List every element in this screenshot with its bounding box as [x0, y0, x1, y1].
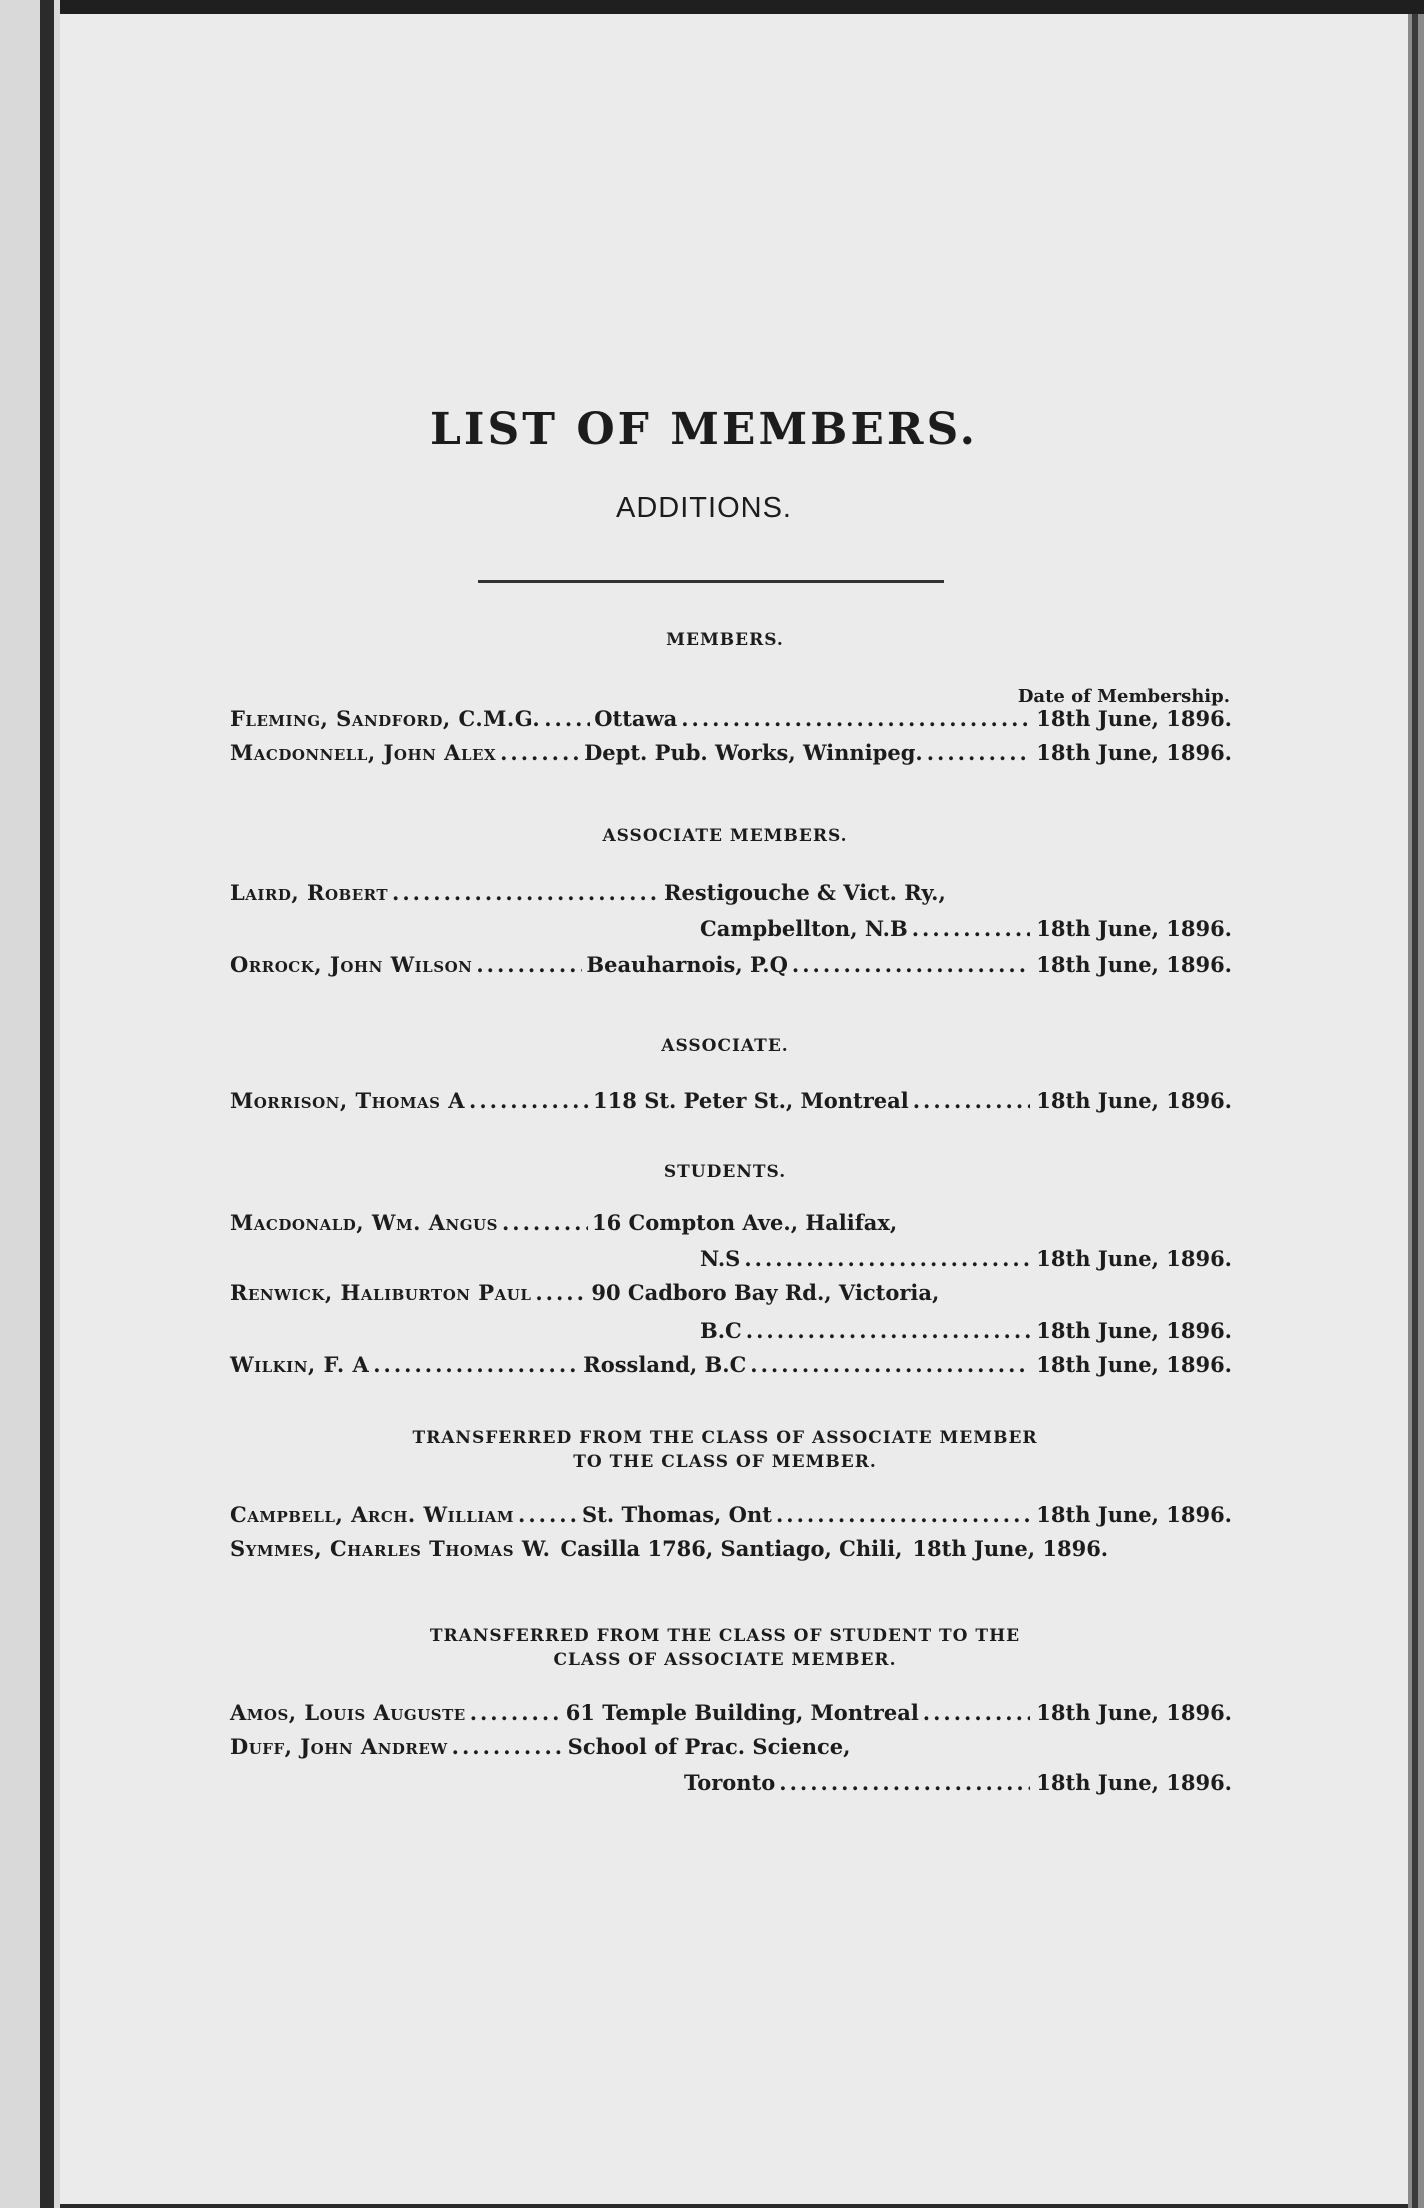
member-row-continuation [700, 916, 1232, 948]
leader-dots [681, 706, 1030, 731]
member-name: Morrison, Thomas A [230, 1088, 466, 1113]
member-row [230, 1734, 1232, 1766]
member-address: Ottawa [594, 706, 678, 731]
section-heading-transferred-to-associate-member [260, 1624, 1190, 1672]
section-heading-associate: ASSOCIATE. [661, 1036, 789, 1056]
leader-dots [750, 1352, 1030, 1377]
member-name: Symmes, Charles Thomas W. [230, 1536, 551, 1561]
leader-dots [776, 1502, 1030, 1527]
member-date: 18th June, 1896. [1036, 916, 1232, 941]
member-date: 18th June, 1896. [1036, 1318, 1232, 1343]
page-right-edge-shadow [1412, 14, 1418, 2208]
member-date: 18th June, 1896. [1036, 1088, 1232, 1113]
member-row [230, 1088, 1232, 1120]
member-name: Macdonald, Wm. Angus [230, 1210, 498, 1235]
leader-dots [392, 880, 660, 905]
member-row-continuation [700, 1318, 1232, 1350]
section-heading-line: TRANSFERRED FROM THE CLASS OF ASSOCIATE MEMBER [412, 1428, 1038, 1448]
section-heading-line: TO THE CLASS OF MEMBER. [573, 1452, 877, 1472]
member-address-line2: Toronto [684, 1770, 776, 1795]
member-address: Restigouche & Vict. Ry., [664, 880, 946, 905]
section-heading-students: STUDENTS. [663, 1162, 787, 1182]
member-address: 118 St. Peter St., Montreal [593, 1088, 909, 1113]
leader-dots [746, 1318, 1031, 1343]
leader-dots [744, 1246, 1030, 1271]
title-rule [478, 580, 944, 583]
member-row [230, 1280, 1232, 1312]
leader-dots [927, 740, 1031, 765]
member-name: Fleming, Sandford, C.M.G. [230, 706, 541, 731]
section-heading-transferred-to-member [260, 1426, 1190, 1474]
member-address: 90 Cadboro Bay Rd., Victoria, [591, 1280, 940, 1305]
member-date: 18th June, 1896. [1036, 1352, 1232, 1377]
leader-dots [779, 1770, 1030, 1795]
member-row [230, 1536, 1232, 1568]
member-name: Macdonnell, John Alex [230, 740, 497, 765]
member-name: Duff, John Andrew [230, 1734, 448, 1759]
leader-dots [452, 1734, 564, 1759]
member-date: 18th June, 1896. [1036, 1700, 1232, 1725]
member-row-continuation [700, 1246, 1232, 1278]
member-address: Beauharnois, P.Q [586, 952, 788, 977]
member-address-line2: B.C [700, 1318, 742, 1343]
member-row [230, 1700, 1232, 1732]
leader-dots [544, 706, 590, 731]
page-top-edge [0, 0, 1424, 14]
leader-dots [502, 1210, 588, 1235]
leader-dots [476, 952, 582, 977]
leader-dots [469, 1088, 589, 1113]
member-address: 61 Temple Building, Montreal [565, 1700, 919, 1725]
member-date: 18th June, 1896. [1036, 706, 1232, 731]
page-subtitle: ADDITIONS. [616, 492, 792, 524]
member-address: St. Thomas, Ont [582, 1502, 772, 1527]
section-heading-associate-members: ASSOCIATE MEMBERS. [602, 826, 848, 846]
section-heading-line: CLASS OF ASSOCIATE MEMBER. [553, 1650, 897, 1670]
member-date: 18th June, 1896. [912, 1536, 1109, 1561]
member-address: Rossland, B.C [583, 1352, 747, 1377]
document-page [60, 14, 1408, 2204]
leader-dots [535, 1280, 587, 1305]
leader-dots [792, 952, 1030, 977]
member-address-line2: N.S [700, 1246, 741, 1271]
member-name: Campbell, Arch. William [230, 1502, 515, 1527]
page-title: LIST OF MEMBERS. [429, 404, 978, 455]
member-name: Renwick, Haliburton Paul [230, 1280, 532, 1305]
member-address: School of Prac. Science, [567, 1734, 851, 1759]
member-row [230, 740, 1232, 772]
section-heading-line: TRANSFERRED FROM THE CLASS OF STUDENT TO THE [429, 1626, 1021, 1646]
leader-dots [470, 1700, 562, 1725]
section-heading-members: MEMBERS. [666, 630, 784, 650]
member-address: 16 Compton Ave., Halifax, [591, 1210, 898, 1235]
member-date: 18th June, 1896. [1036, 1770, 1232, 1795]
member-name: Amos, Louis Auguste [230, 1700, 466, 1725]
member-date: 18th June, 1896. [1036, 1502, 1232, 1527]
member-date: 18th June, 1896. [1036, 740, 1232, 765]
leader-dots [913, 1088, 1031, 1113]
member-name: Wilkin, F. A [230, 1352, 370, 1377]
member-row-continuation [684, 1770, 1232, 1802]
member-row [230, 1352, 1232, 1384]
leader-dots [373, 1352, 579, 1377]
date-of-membership-header: Date of Membership. [1017, 686, 1230, 707]
member-address: Dept. Pub. Works, Winnipeg. [584, 740, 923, 765]
member-address-line2: Campbellton, N.B [700, 916, 908, 941]
leader-dots [500, 740, 580, 765]
member-row [230, 880, 1232, 912]
member-date: 18th June, 1896. [1036, 1246, 1232, 1271]
member-row [230, 1502, 1232, 1534]
leader-dots [923, 1700, 1030, 1725]
member-name: Laird, Robert [230, 880, 389, 905]
book-spine-edge [40, 0, 54, 2208]
leader-dots [912, 916, 1031, 941]
member-address: Casilla 1786, Santiago, Chili, [560, 1536, 903, 1561]
member-name: Orrock, John Wilson [230, 952, 473, 977]
member-row [230, 1210, 1232, 1242]
leader-dots [518, 1502, 578, 1527]
member-row [230, 706, 1232, 738]
member-row [230, 952, 1232, 984]
member-date: 18th June, 1896. [1036, 952, 1232, 977]
